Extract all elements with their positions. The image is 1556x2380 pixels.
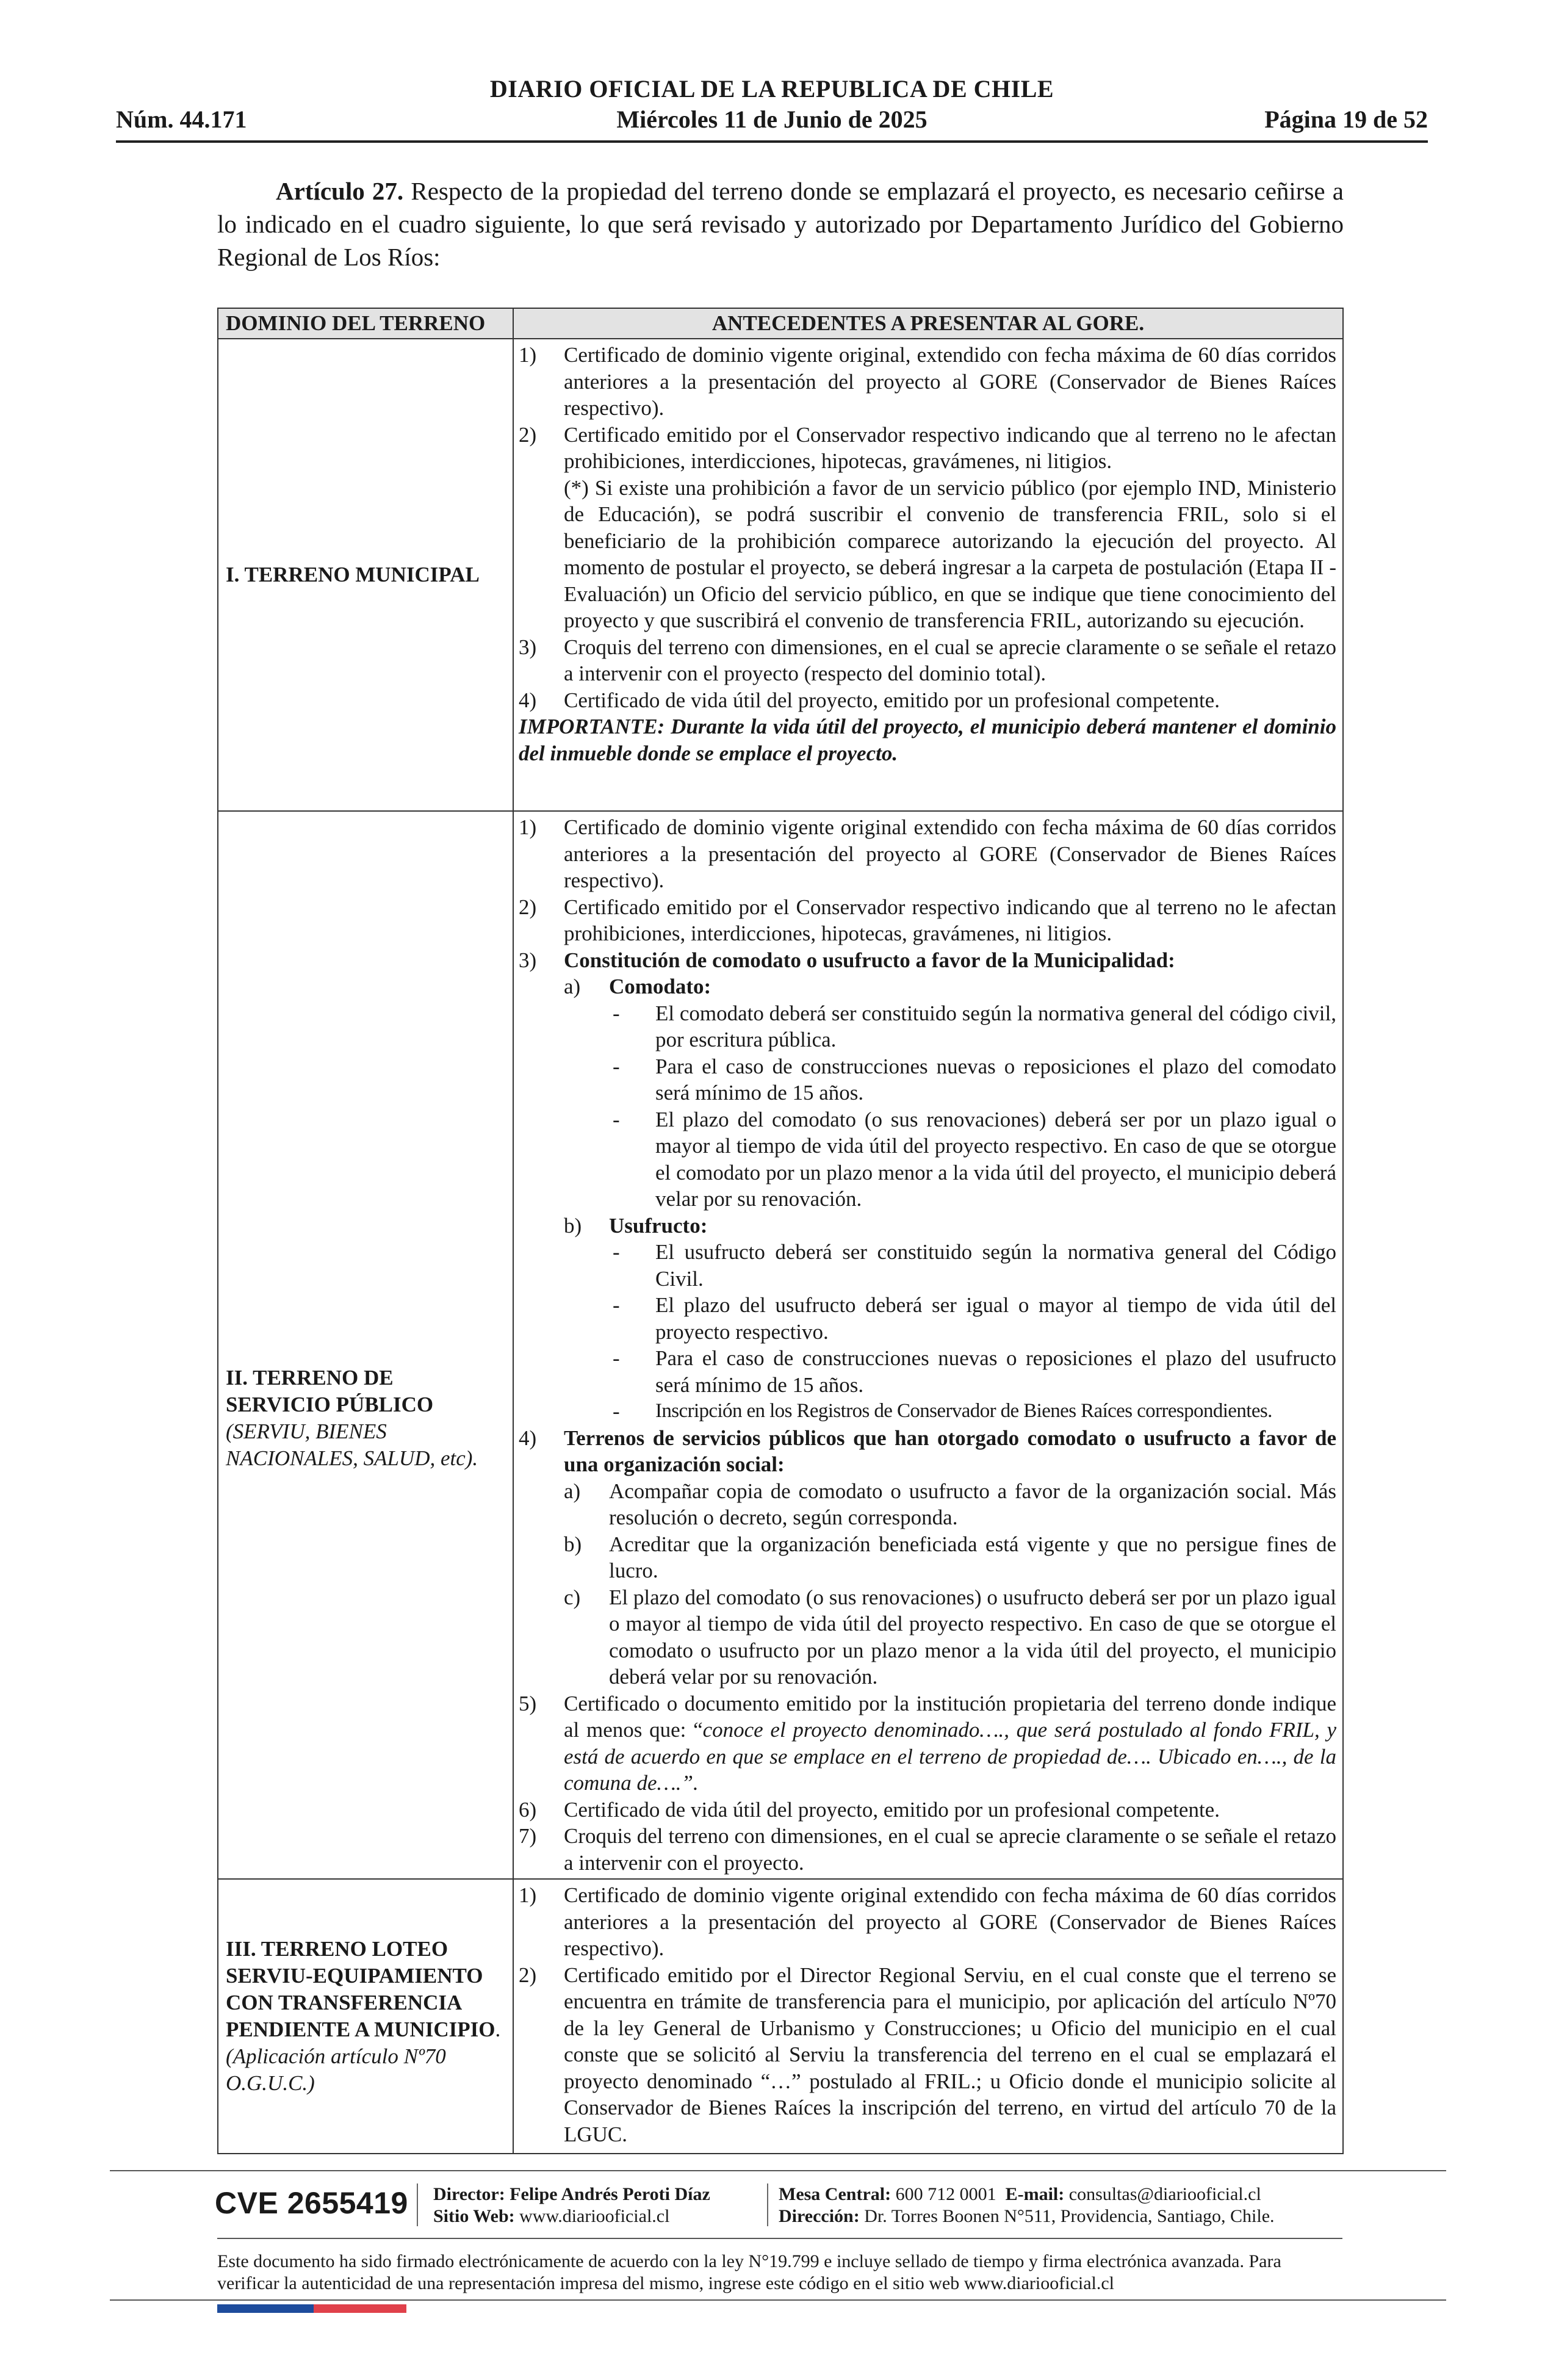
issue-date: Miércoles 11 de Junio de 2025 bbox=[616, 106, 927, 133]
column-header-antecedents: ANTECEDENTES A PRESENTAR AL GORE. bbox=[513, 308, 1343, 339]
property-table bbox=[217, 308, 1344, 2154]
flag-stripe-blue bbox=[217, 2304, 314, 2313]
page-number: Página 19 de 52 bbox=[1264, 106, 1428, 133]
list-item: 2) Certificado emitido por el Conservador respectivo indicando que al terreno no le afectan prohibiciones, interdicciones, hipotecas, gravámenes, ni litigios. bbox=[519, 422, 1336, 473]
bullet-item: - Inscripción en los Registros de Conservador de Bienes Raíces correspondientes. bbox=[613, 1399, 1272, 1423]
sub-item: a) Acompañar copia de comodato o usufructo a favor de la organización social. Más resolución o decreto, según corresponda. bbox=[564, 1479, 1336, 1529]
table-header-row bbox=[218, 308, 1343, 339]
legal-notice: Este documento ha sido firmado electrónicamente de acuerdo con la ley N°19.799 e incluye sellado de tiempo y firma electrónica avanzada. Para verificar la autenticidad de una representación impresa del mismo, ingrese este código en el sitio web www.diariooficial.cl bbox=[217, 2251, 1281, 2293]
bullet-item: - El comodato deberá ser constituido según la normativa general del código civil, por escritura pública. bbox=[613, 1001, 1336, 1051]
bullet-item: - Para el caso de construcciones nuevas o reposiciones el plazo del comodato será mínimo de 15 años. bbox=[613, 1054, 1336, 1105]
row-label-serviu-lot: III. TERRENO LOTEO SERVIU-EQUIPAMIENTO CON TRANSFERENCIA PENDIENTE A MUNICIPIO. (Aplicación artículo Nº70 O.G.U.C.) bbox=[218, 1879, 513, 2154]
footer-divider-top bbox=[110, 2170, 1446, 2171]
prohibition-note: (*) Si existe una prohibición a favor de un servicio público (por ejemplo IND, Ministerio de Educación), se podrá suscribir el convenio de transferencia FRIL, solo si el beneficiario de la prohibición comparece autorizando la ejecución del proyecto. Al momento de postular el proyecto, se deberá ingresar a la carpeta de postulación (Etapa II - Evaluación) un Oficio del servicio público, en que se indique que tiene conocimiento del proyecto y que suscribirá el convenio de transferencia FRIL, autorizando su ejecución. bbox=[564, 475, 1336, 632]
table-row-public-service bbox=[218, 811, 1343, 1879]
column-header-domain: DOMINIO DEL TERRENO bbox=[218, 308, 513, 339]
list-item: 5) Certificado o documento emitido por la institución propietaria del terreno donde indique al menos que: “conoce el proyecto denominado…., que será postulado al fondo FRIL, y está de acuerdo en que se emplace en el terreno de propiedad de…. Ubicado en…., de la comuna de….”. bbox=[519, 1691, 1336, 1795]
bullet-item: - El usufructo deberá ser constituido según la normativa general del Código Civil. bbox=[613, 1240, 1336, 1291]
cve-code: CVE 2655419 bbox=[215, 2186, 408, 2220]
list-item: 1) Certificado de dominio vigente original extendido con fecha máxima de 60 días corridos anteriores a la presentación del proyecto al GORE (Conservador de Bienes Raíces respectivo). bbox=[519, 1883, 1336, 1960]
sub-item-usufructo: b) Usufructo: bbox=[564, 1213, 708, 1238]
issue-number: Núm. 44.171 bbox=[116, 106, 247, 133]
address-line: Dirección: Dr. Torres Boonen N°511, Providencia, Santiago, Chile. bbox=[779, 2206, 1275, 2226]
row-content-serviu-lot bbox=[513, 1879, 1343, 2154]
contact-line: Mesa Central: 600 712 0001 E-mail: consultas@diariooficial.cl bbox=[779, 2184, 1261, 2204]
bullet-item: - El plazo del usufructo deberá ser igual o mayor al tiempo de vida útil del proyecto respectivo. bbox=[613, 1293, 1336, 1344]
footer-divider-bottom bbox=[110, 2299, 1446, 2301]
page-header bbox=[116, 74, 1428, 143]
table-row-municipal bbox=[218, 339, 1343, 811]
important-note: IMPORTANTE: Durante la vida útil del proyecto, el municipio deberá mantener el dominio del inmueble donde se emplace el proyecto. bbox=[519, 715, 1336, 765]
footer-divider-middle bbox=[217, 2238, 1342, 2239]
footer-separator bbox=[767, 2183, 768, 2226]
newspaper-title: DIARIO OFICIAL DE LA REPUBLICA DE CHILE bbox=[489, 75, 1054, 103]
list-item: 1) Certificado de dominio vigente original, extendido con fecha máxima de 60 días corridos anteriores a la presentación del proyecto al GORE (Conservador de Bienes Raíces respectivo). bbox=[519, 343, 1336, 420]
flag-stripe-red bbox=[314, 2304, 406, 2313]
sub-item-comodato: a) Comodato: bbox=[564, 975, 711, 998]
list-item: 3) Constitución de comodato o usufructo a favor de la Municipalidad: bbox=[519, 948, 1175, 972]
bullet-item: - Para el caso de construcciones nuevas o reposiciones el plazo del usufructo será mínimo de 15 años. bbox=[613, 1346, 1336, 1397]
sub-item: b) Acreditar que la organización beneficiada está vigente y que no persigue fines de lucro. bbox=[564, 1532, 1336, 1582]
list-item: 2) Certificado emitido por el Conservador respectivo indicando que al terreno no le afectan prohibiciones, interdicciones, hipotecas, gravámenes, ni litigios. bbox=[519, 895, 1336, 945]
email-link[interactable]: consultas@diariooficial.cl bbox=[1068, 2184, 1261, 2204]
list-item: 4) Terrenos de servicios públicos que han otorgado comodato o usufructo a favor de una organización social: bbox=[519, 1426, 1336, 1476]
row-content-municipal bbox=[513, 339, 1343, 811]
website-link[interactable]: www.diariooficial.cl bbox=[519, 2206, 670, 2226]
row-content-public-service bbox=[513, 811, 1343, 1879]
table-row-serviu-lot bbox=[218, 1879, 1343, 2154]
director-line: Director: Felipe Andrés Peroti Díaz bbox=[433, 2184, 710, 2204]
list-item: 7) Croquis del terreno con dimensiones, en el cual se aprecie claramente o se señale el retazo a intervenir con el proyecto. bbox=[519, 1824, 1336, 1875]
article-number: Artículo 27. bbox=[276, 177, 404, 205]
bullet-item: - El plazo del comodato (o sus renovaciones) deberá ser por un plazo igual o mayor al tiempo de vida útil del proyecto respectivo. En caso de que se otorgue el comodato por un plazo menor a la vida útil del proyecto, el municipio deberá velar por su renovación. bbox=[613, 1107, 1336, 1211]
article-intro bbox=[217, 175, 1344, 273]
list-item: 6) Certificado de vida útil del proyecto, emitido por un profesional competente. bbox=[519, 1797, 1220, 1822]
list-item: 4) Certificado de vida útil del proyecto, emitido por un profesional competente. bbox=[519, 688, 1220, 712]
website-line: Sitio Web: www.diariooficial.cl bbox=[433, 2206, 670, 2226]
sub-item: c) El plazo del comodato (o sus renovaciones) o usufructo deberá ser por un plazo igual o mayor al tiempo de vida útil del proyecto respectivo. En caso de que se otorgue el comodato o usufructo por un plazo menor a la vida útil del proyecto, el municipio deberá velar por su renovación. bbox=[564, 1585, 1336, 1689]
list-item: 2) Certificado emitido por el Director Regional Serviu, en el cual conste que el terreno se encuentra en trámite de transferencia para el municipio, por aplicación del artículo Nº70 de la ley General de Urbanismo y Construcciones; u Oficio del municipio en el cual conste que se solicitó al Serviu la transferencia del terreno en el cual se emplazará el proyecto denominado “…” postulado al FRIL.; u Oficio donde el municipio solicite al Conservador de Bienes Raíces la inscripción del terreno, en virtud del artículo 70 de la LGUC. bbox=[519, 1963, 1336, 2146]
row-label-public-service: II. TERRENO DE SERVICIO PÚBLICO (SERVIU, BIENES NACIONALES, SALUD, etc). bbox=[218, 811, 513, 1879]
list-item: 3) Croquis del terreno con dimensiones, en el cual se aprecie claramente o se señale el retazo a intervenir con el proyecto (respecto del dominio total). bbox=[519, 635, 1336, 685]
footer-separator bbox=[417, 2183, 418, 2226]
row-label-municipal: I. TERRENO MUNICIPAL bbox=[218, 339, 513, 811]
article-text: Respecto de la propiedad del terreno donde se emplazará el proyecto, es necesario ceñirse a lo indicado en el cuadro siguiente, lo que será revisado y autorizado por Departamento Jurídico del Gobierno Regional de Los Ríos: bbox=[217, 177, 1344, 271]
list-item: 1) Certificado de dominio vigente original extendido con fecha máxima de 60 días corridos anteriores a la presentación del proyecto al GORE (Conservador de Bienes Raíces respectivo). bbox=[519, 815, 1336, 892]
